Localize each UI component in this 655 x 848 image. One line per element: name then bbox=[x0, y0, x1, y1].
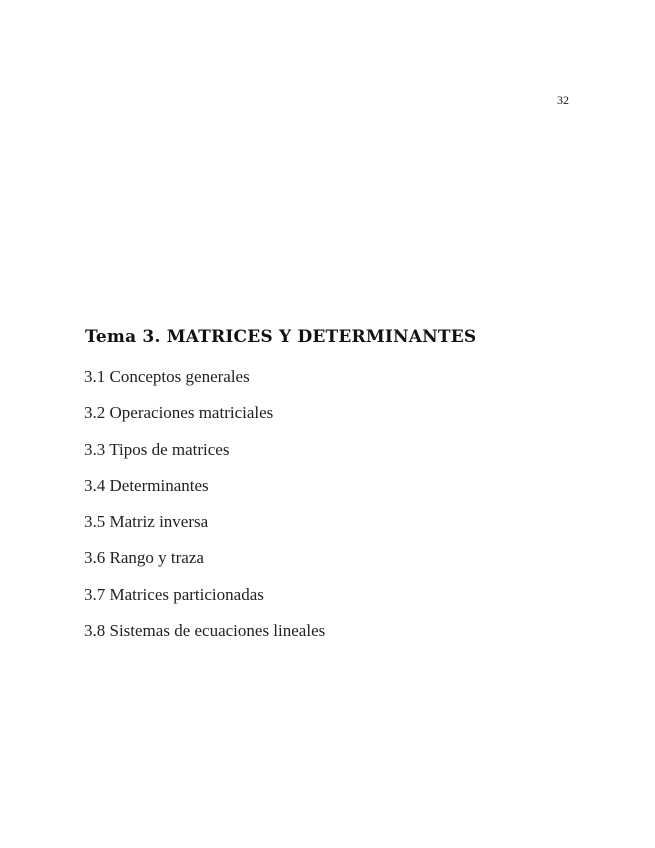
chapter-title: Tema 3. MATRICES Y DETERMINANTES bbox=[85, 327, 477, 347]
section-list bbox=[84, 367, 325, 657]
section-item: 3.8 Sistemas de ecuaciones lineales bbox=[84, 621, 326, 641]
section-item: 3.2 Operaciones matriciales bbox=[84, 403, 274, 423]
section-item: 3.7 Matrices particionadas bbox=[84, 584, 264, 604]
section-item: 3.1 Conceptos generales bbox=[84, 367, 250, 386]
section-item: 3.5 Matriz inversa bbox=[84, 512, 209, 532]
section-item: 3.3 Tipos de matrices bbox=[84, 439, 230, 459]
section-item: 3.4 Determinantes bbox=[84, 475, 209, 495]
page-number: 32 bbox=[557, 93, 569, 107]
section-item: 3.6 Rango y traza bbox=[84, 548, 204, 568]
